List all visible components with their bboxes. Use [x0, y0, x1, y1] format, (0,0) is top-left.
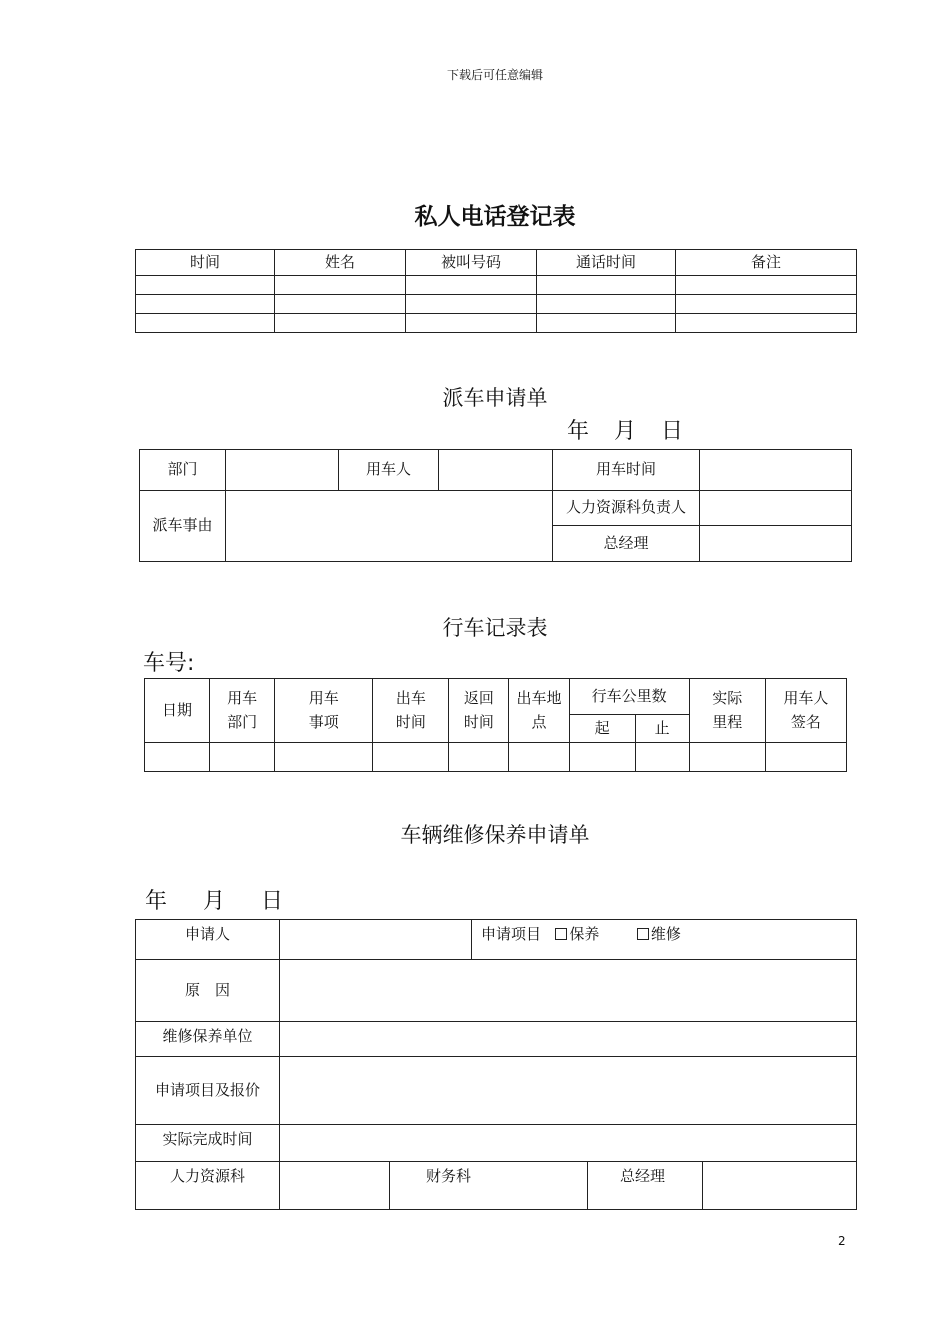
maintenance-table — [135, 919, 857, 1210]
empty-cell[interactable] — [275, 743, 373, 772]
hr-field[interactable] — [280, 1162, 390, 1210]
applicant-label: 申请人 — [136, 920, 280, 960]
phone-log-table — [135, 249, 857, 333]
empty-cell[interactable] — [765, 743, 846, 772]
drive-log-table — [144, 678, 847, 772]
gm-field[interactable] — [700, 526, 852, 562]
user-field[interactable] — [439, 450, 553, 491]
empty-cell[interactable] — [449, 743, 509, 772]
maintain-checkbox[interactable] — [555, 925, 599, 943]
unit-field[interactable] — [280, 1022, 857, 1057]
project-label: 申请项目 — [481, 925, 542, 943]
header-actual: 实际 里程 — [689, 679, 765, 743]
empty-cell[interactable] — [136, 295, 275, 314]
reason-label: 原 因 — [136, 960, 280, 1022]
gm-label: 总经理 — [620, 1167, 666, 1185]
header-end: 止 — [635, 715, 689, 743]
table-row — [136, 276, 857, 295]
date-day: 日 — [661, 419, 684, 444]
header-place: 出车地 点 — [509, 679, 569, 743]
hr-label: 人力资源科 — [136, 1162, 280, 1210]
page-number: 2 — [838, 1234, 846, 1248]
header-date: 日期 — [145, 679, 210, 743]
time-field[interactable] — [700, 450, 852, 491]
maintenance-date — [145, 884, 283, 915]
gm-field[interactable] — [703, 1162, 857, 1210]
table-row — [136, 314, 857, 333]
dept-field[interactable] — [226, 450, 339, 491]
hr-field[interactable] — [700, 491, 852, 526]
empty-cell[interactable] — [689, 743, 765, 772]
phone-log-header-callee: 被叫号码 — [406, 250, 537, 276]
empty-cell[interactable] — [275, 314, 406, 333]
header-dept: 用车 部门 — [210, 679, 275, 743]
empty-cell[interactable] — [406, 295, 537, 314]
user-label: 用车人 — [339, 450, 439, 491]
applicant-field[interactable] — [280, 920, 472, 960]
car-request-date — [567, 414, 683, 445]
date-day: 日 — [261, 889, 284, 914]
date-month: 月 — [203, 889, 226, 914]
finance-label-cell — [390, 1162, 588, 1210]
hr-label: 人力资源科负责人 — [553, 491, 700, 526]
empty-cell[interactable] — [275, 295, 406, 314]
dept-label: 部门 — [140, 450, 226, 491]
phone-log-header-duration: 通话时间 — [537, 250, 676, 276]
empty-cell[interactable] — [406, 276, 537, 295]
empty-cell[interactable] — [509, 743, 569, 772]
repair-label: 维修 — [650, 925, 681, 943]
header-start: 起 — [569, 715, 635, 743]
time-label: 用车时间 — [553, 450, 700, 491]
empty-cell[interactable] — [676, 295, 857, 314]
checkbox-icon — [555, 928, 567, 940]
header-mileage: 行车公里数 — [569, 679, 689, 715]
reason-label: 派车事由 — [140, 491, 226, 562]
maintenance-title: 车辆维修保养申请单 — [400, 823, 590, 847]
header-sign: 用车人 签名 — [765, 679, 846, 743]
table-row — [136, 295, 857, 314]
empty-cell[interactable] — [136, 276, 275, 295]
quote-label: 申请项目及报价 — [136, 1057, 280, 1125]
phone-log-header-time: 时间 — [136, 250, 275, 276]
empty-cell[interactable] — [136, 314, 275, 333]
reason-field[interactable] — [226, 491, 553, 562]
phone-log-title: 私人电话登记表 — [414, 204, 576, 230]
empty-cell[interactable] — [676, 276, 857, 295]
empty-cell[interactable] — [537, 276, 676, 295]
finance-label: 财务科 — [426, 1167, 472, 1185]
finance-field[interactable] — [588, 1162, 703, 1210]
done-time-label: 实际完成时间 — [136, 1125, 280, 1162]
project-cell — [472, 920, 857, 960]
car-request-title: 派车申请单 — [442, 386, 548, 410]
reason-field[interactable] — [280, 960, 857, 1022]
date-year: 年 — [145, 889, 168, 914]
header-out-time: 出车 时间 — [373, 679, 449, 743]
quote-field[interactable] — [280, 1057, 857, 1125]
date-month: 月 — [614, 419, 637, 444]
maintain-label: 保养 — [569, 925, 600, 943]
header-item: 用车 事项 — [275, 679, 373, 743]
empty-cell[interactable] — [145, 743, 210, 772]
header-return-time: 返回 时间 — [449, 679, 509, 743]
empty-cell[interactable] — [537, 295, 676, 314]
empty-cell[interactable] — [406, 314, 537, 333]
done-time-field[interactable] — [280, 1125, 857, 1162]
phone-log-header-name: 姓名 — [275, 250, 406, 276]
phone-log-header-remark: 备注 — [676, 250, 857, 276]
car-number-label: 车号: — [143, 651, 195, 676]
car-request-table — [139, 449, 852, 562]
empty-cell[interactable] — [373, 743, 449, 772]
empty-cell[interactable] — [210, 743, 275, 772]
unit-label: 维修保养单位 — [136, 1022, 280, 1057]
empty-cell[interactable] — [275, 276, 406, 295]
gm-label: 总经理 — [553, 526, 700, 562]
checkbox-icon — [637, 928, 649, 940]
date-year: 年 — [567, 419, 590, 444]
empty-cell[interactable] — [537, 314, 676, 333]
table-row — [145, 743, 847, 772]
header-note: 下载后可任意编辑 — [446, 68, 543, 82]
empty-cell[interactable] — [569, 743, 635, 772]
drive-log-title: 行车记录表 — [442, 616, 548, 640]
repair-checkbox[interactable] — [637, 925, 681, 943]
empty-cell[interactable] — [635, 743, 689, 772]
empty-cell[interactable] — [676, 314, 857, 333]
